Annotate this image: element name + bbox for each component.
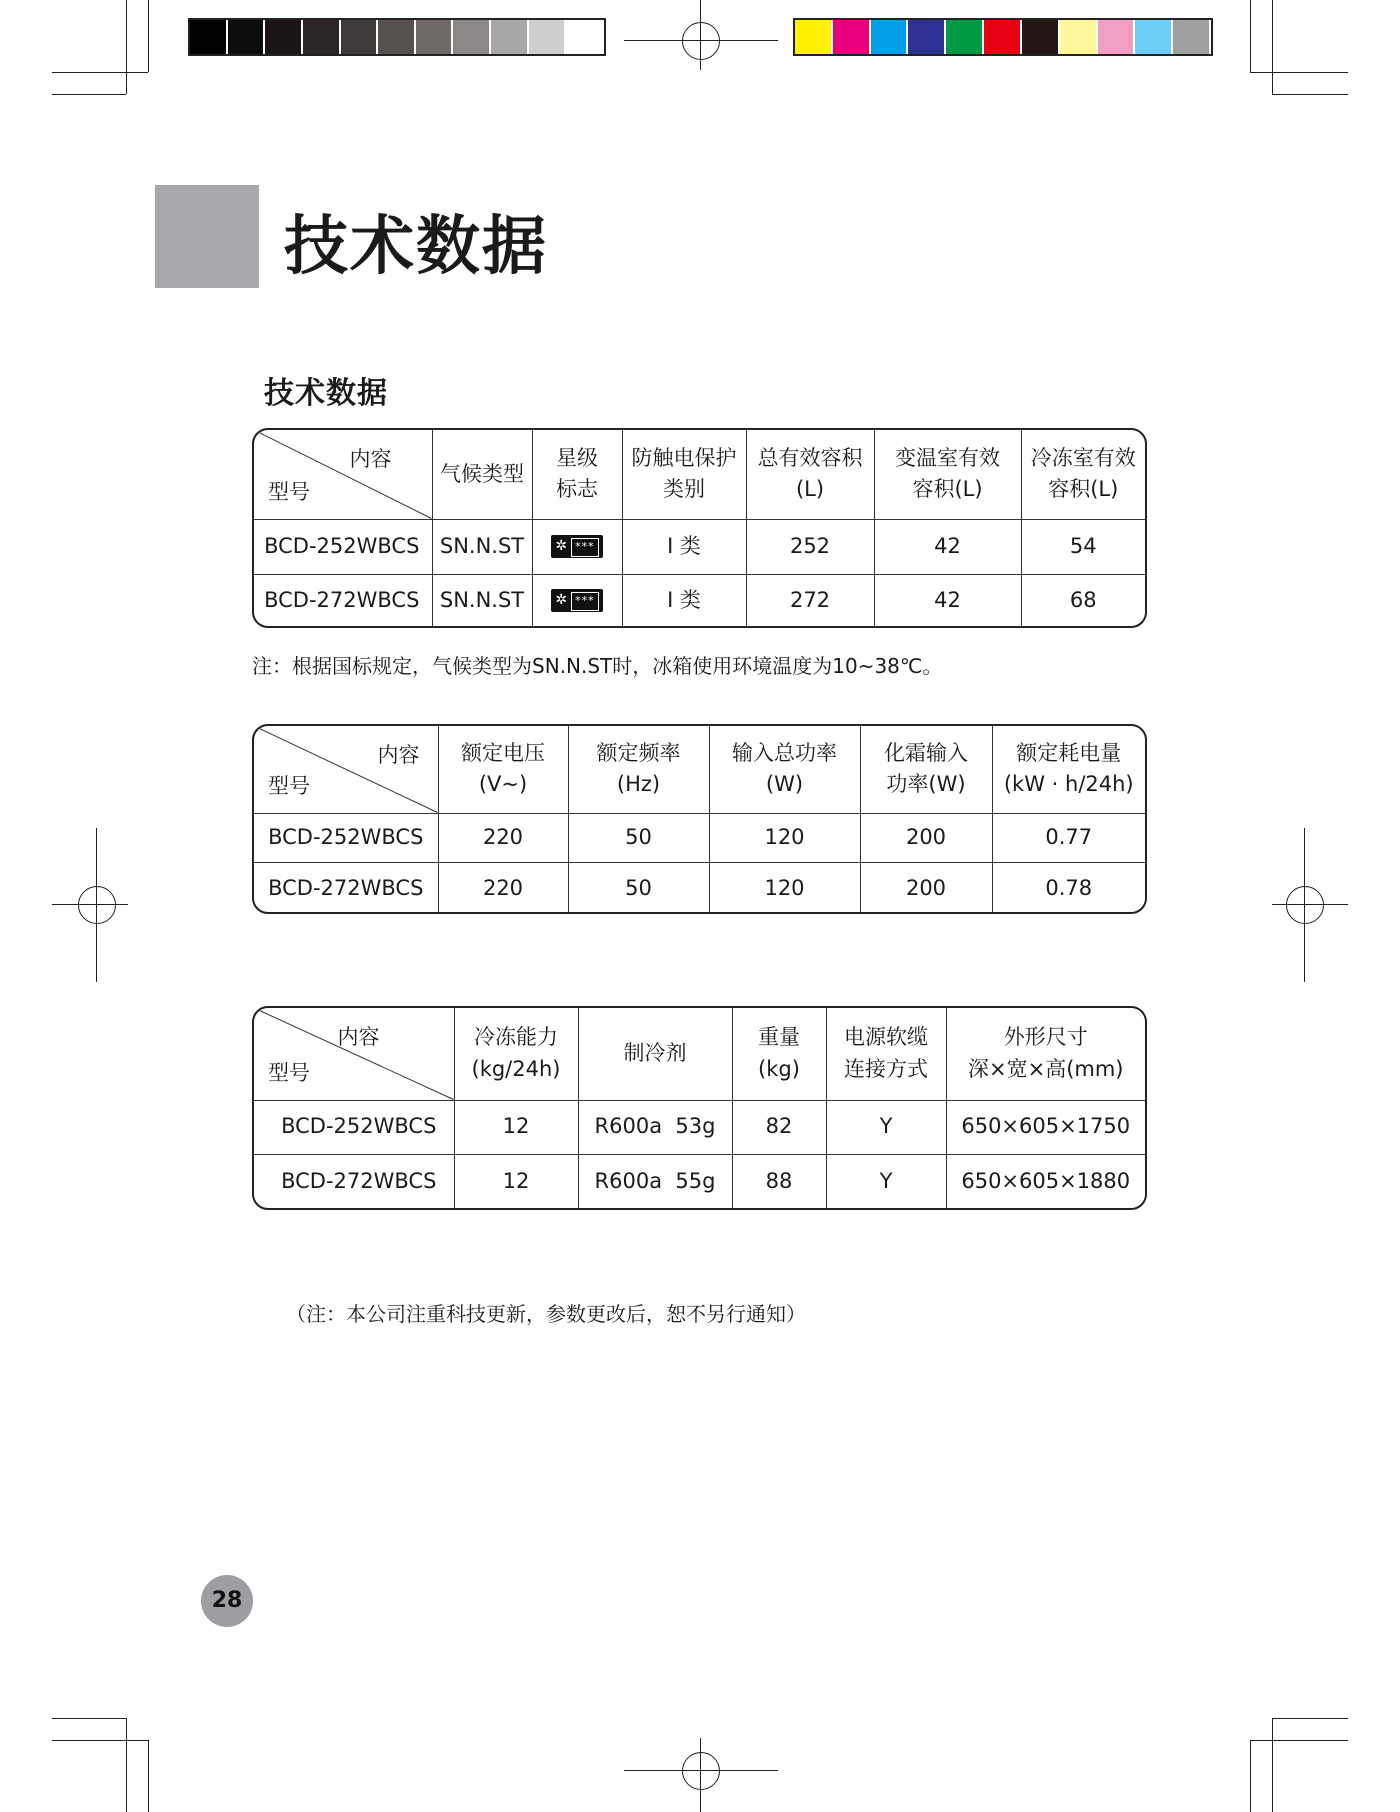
weight-cell: 88 [732, 1154, 826, 1208]
column-header: 额定耗电量 (kW · h/24h) [992, 726, 1145, 813]
column-header: 冷冻室有效 容积(L) [1021, 430, 1145, 519]
freeze-capacity-cell: 12 [454, 1154, 578, 1208]
star-rating-icon: ✲ *** [551, 589, 602, 612]
model-cell: BCD-272WBCS [254, 862, 438, 914]
corner-top-label: 内容 [377, 743, 420, 767]
update-note: （注：本公司注重科技更新，参数更改后，恕不另行通知） [286, 1302, 806, 1326]
column-header: 额定电压 (V~) [438, 726, 568, 813]
protection-cell: Ⅰ 类 [622, 519, 746, 574]
color-swatch [416, 20, 452, 54]
color-swatch [946, 20, 982, 54]
color-swatch [453, 20, 489, 54]
column-header: 化霜输入 功率(W) [860, 726, 992, 813]
color-swatch [795, 20, 831, 54]
corner-top-label: 内容 [337, 1025, 380, 1049]
column-header: 额定频率 (Hz) [568, 726, 709, 813]
protection-cell: Ⅰ 类 [622, 574, 746, 626]
color-swatch [1135, 20, 1171, 54]
page-number: 28 [201, 1575, 253, 1627]
color-swatch [1022, 20, 1058, 54]
freeze-capacity-cell: 12 [454, 1100, 578, 1154]
voltage-cell: 220 [438, 813, 568, 862]
corner-bottom-label: 型号 [268, 480, 310, 504]
frequency-cell: 50 [568, 813, 709, 862]
color-swatch [984, 20, 1020, 54]
color-swatch [491, 20, 527, 54]
model-cell: BCD-252WBCS [254, 813, 438, 862]
table-row [254, 1100, 1145, 1154]
color-swatch [908, 20, 944, 54]
color-swatch [1173, 20, 1209, 54]
column-header: 重量 (kg) [732, 1008, 826, 1100]
voltage-cell: 220 [438, 862, 568, 914]
table-row [254, 519, 1145, 574]
title-block [155, 185, 259, 288]
dimensions-cell: 650×605×1880 [946, 1154, 1145, 1208]
color-swatch [228, 20, 264, 54]
table-row [254, 813, 1145, 862]
table-corner-cell [254, 1008, 454, 1100]
color-swatch [871, 20, 907, 54]
weight-cell: 82 [732, 1100, 826, 1154]
column-header: 星级 标志 [532, 430, 622, 519]
section-title: 技术数据 [264, 376, 388, 411]
refrigerant-cell: R600a 55g [578, 1154, 732, 1208]
table-corner-cell [254, 726, 438, 813]
corner-bottom-label: 型号 [268, 1061, 310, 1085]
column-header: 防触电保护 类别 [622, 430, 746, 519]
table-row [254, 862, 1145, 914]
star-rating-cell [532, 519, 622, 574]
column-header: 输入总功率 (W) [709, 726, 860, 813]
star-rating-cell [532, 574, 622, 626]
model-cell: BCD-272WBCS [254, 574, 432, 626]
column-header: 总有效容积 (L) [746, 430, 874, 519]
spec-table-electrical [252, 724, 1147, 914]
variable-volume-cell: 42 [874, 574, 1021, 626]
consumption-cell: 0.77 [992, 813, 1145, 862]
cable-cell: Y [826, 1100, 946, 1154]
climate-cell: SN.N.ST [432, 519, 532, 574]
column-header: 气候类型 [432, 430, 532, 519]
table-corner-cell [254, 430, 432, 519]
freezer-volume-cell: 54 [1021, 519, 1145, 574]
color-swatch [1060, 20, 1096, 54]
power-cell: 120 [709, 862, 860, 914]
freezer-volume-cell: 68 [1021, 574, 1145, 626]
refrigerant-cell: R600a 53g [578, 1100, 732, 1154]
defrost-power-cell: 200 [860, 813, 992, 862]
table-row [254, 1154, 1145, 1208]
corner-bottom-label: 型号 [268, 774, 310, 798]
spec-table-capacity [252, 428, 1147, 628]
total-volume-cell: 252 [746, 519, 874, 574]
power-cell: 120 [709, 813, 860, 862]
color-swatch [529, 20, 565, 54]
table-row [254, 574, 1145, 626]
column-header: 冷冻能力 (kg/24h) [454, 1008, 578, 1100]
column-header: 外形尺寸 深×宽×高(mm) [946, 1008, 1145, 1100]
page-title: 技术数据 [284, 210, 548, 284]
consumption-cell: 0.78 [992, 862, 1145, 914]
color-swatch [378, 20, 414, 54]
column-header: 变温室有效 容积(L) [874, 430, 1021, 519]
column-header: 制冷剂 [578, 1008, 732, 1100]
star-rating-icon: ✲ *** [551, 535, 602, 558]
spec-table-physical [252, 1006, 1147, 1210]
color-swatch [190, 20, 226, 54]
total-volume-cell: 272 [746, 574, 874, 626]
climate-note: 注：根据国标规定，气候类型为SN.N.ST时，冰箱使用环境温度为10~38℃。 [252, 654, 943, 678]
column-header: 电源软缆 连接方式 [826, 1008, 946, 1100]
defrost-power-cell: 200 [860, 862, 992, 914]
variable-volume-cell: 42 [874, 519, 1021, 574]
color-swatch [566, 20, 602, 54]
model-cell: BCD-252WBCS [254, 519, 432, 574]
frequency-cell: 50 [568, 862, 709, 914]
color-swatch [833, 20, 869, 54]
color-swatch [303, 20, 339, 54]
corner-top-label: 内容 [349, 447, 392, 471]
color-swatch [265, 20, 301, 54]
dimensions-cell: 650×605×1750 [946, 1100, 1145, 1154]
cable-cell: Y [826, 1154, 946, 1208]
color-swatch [341, 20, 377, 54]
color-swatch [1098, 20, 1134, 54]
climate-cell: SN.N.ST [432, 574, 532, 626]
model-cell: BCD-272WBCS [254, 1154, 454, 1208]
model-cell: BCD-252WBCS [254, 1100, 454, 1154]
